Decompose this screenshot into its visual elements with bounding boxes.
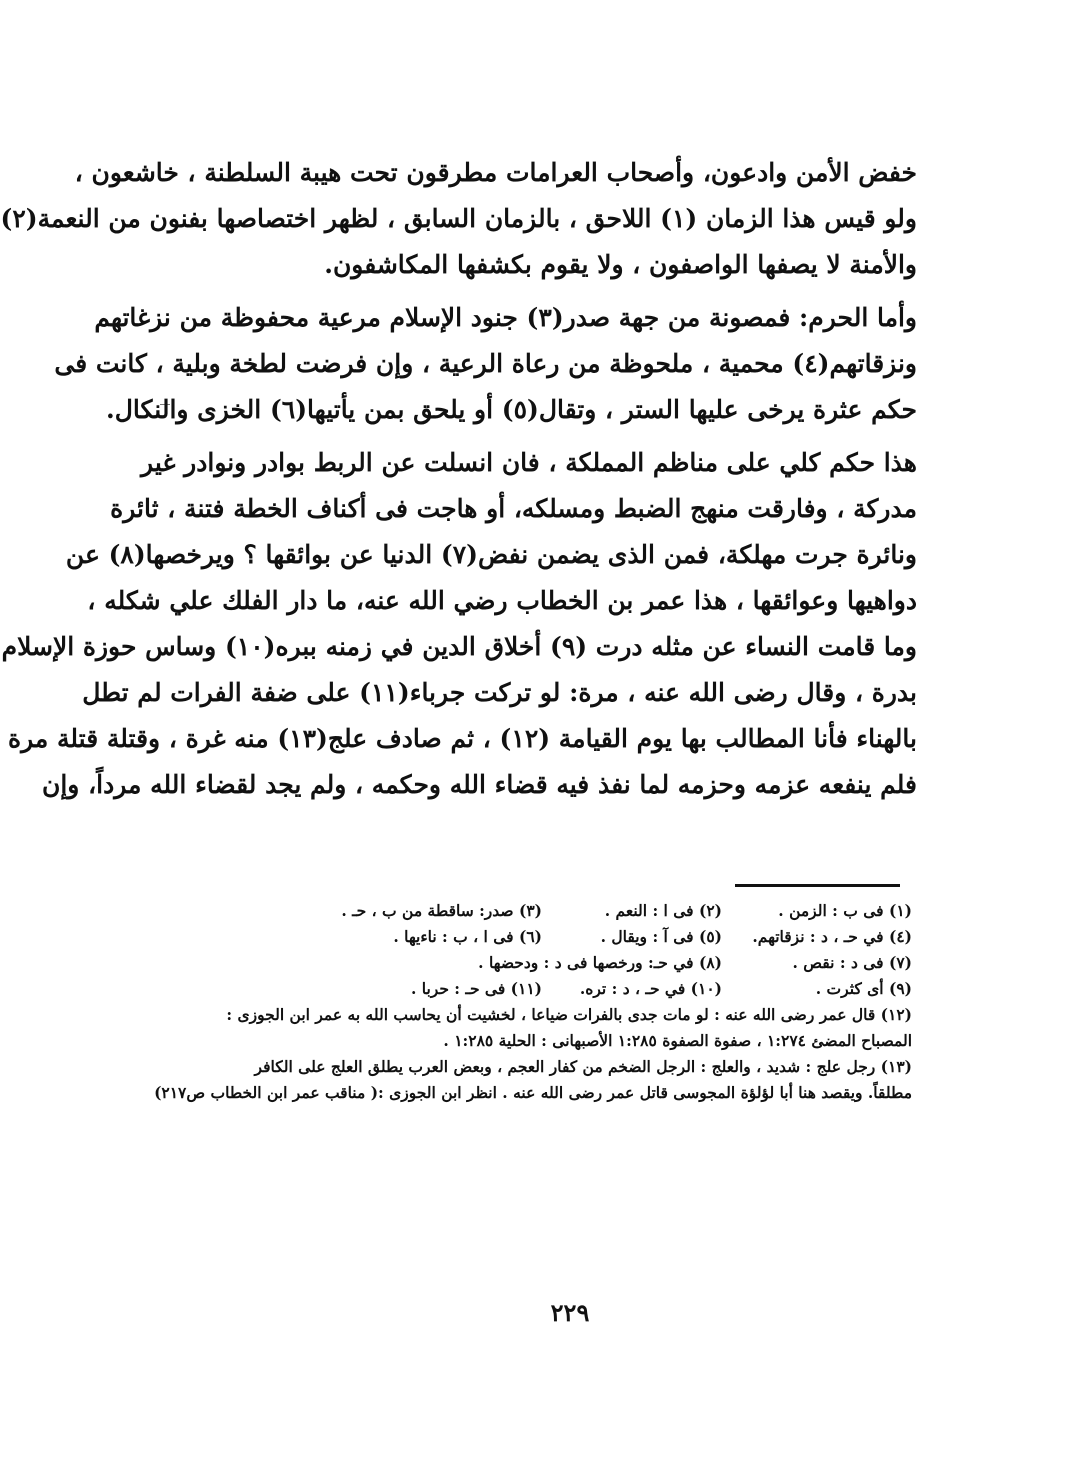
footnote-row [202,898,912,924]
body-line: والأمنة لا يصفها الواصفون ، ولا يقوم بكشفها المكاشفون. [324,250,917,279]
footnote-13: (١٣) رجل علج : شديد ، والعلج : الرجل الضخم من كفار العجم ، وبعض العرب يطلق العلج على الكافر [254,1057,912,1076]
body-line: مدركة ، وفارقت منهج الضبط ومسلكه، أو هاجت فى أكناف الخطة فتنة ، ثائرة [110,494,917,523]
footnote-12: (١٢) قال عمر رضى الله عنه : لو مات جدى بالفرات ضياعا ، لخشيت أن يحاسب الله به عمر ابن الجوزى : [226,1005,912,1024]
footnote: (٤) في حـ ، د : نزقاتهم. [752,927,912,946]
body-line: خفض الأمن وادعون، وأصحاب العرامات مطرقون تحت هيبة السلطنة ، خاشعون ، [74,158,917,187]
footnote: (٧) فى د : نقص . [792,953,912,972]
footnote-row [202,976,912,1002]
footnote: (١٠) في حـ ، د : تره. [579,979,722,998]
footnote-12-continued: المصباح المضئ ١:٢٧٤ ، صفوة الصفوة ١:٢٨٥ الأصبهانى : الحلية ١:٢٨٥ . [443,1031,912,1050]
footnote: (١) فى ب : الزمن . [778,901,912,920]
body-line: ونزقاتهم(٤) محمية ، ملحوظة من رعاة الرعية ، وإن فرضت لطخة وبلية ، كانت فى [54,349,917,378]
body-line: بدرة ، وقال رضى الله عنه ، مرة: لو تركت جرباء(١١) على ضفة الفرات لم تطل [82,678,917,707]
footnote: (٢) فى ا : النعم . [604,901,722,920]
footnote: (٨) في حـ: ورخصها فى د : ودحضها . [478,953,722,972]
page-number: ٢٢٩ [550,1298,590,1327]
footnote: (٦) فى ا ، ب : ناءيها . [393,927,542,946]
body-line: بالهناء فأنا المطالب بها يوم القيامة (١٢) ، ثم صادف علج(١٣) منه غرة ، وقتلة قتلة مرة [8,724,917,753]
footnotes-block [154,898,912,1106]
body-line: فلم ينفعه عزمه وحزمه لما نفذ فيه قضاء الله وحكمه ، ولم يجد لقضاء الله مرداً، وإن [42,770,917,799]
footnote-row [202,924,912,950]
body-line: هذا حكم كلي على مناظم المملكة ، فان انسلت عن الربط بوادر ونوادر غير [141,448,917,477]
footnote-row [202,950,912,976]
body-line: وما قامت النساء عن مثله درت (٩) أخلاق الدين في زمنه ببره(١٠) وساس حوزة الإسلام [1,632,917,661]
main-text-block [0,150,917,808]
footnote: (١١) فى حـ : حربا . [410,979,542,998]
body-line: حكم عثرة يرخى عليها الستر ، وتقال(٥) أو يلحق بمن يأتيها(٦) الخزى والنكال. [106,395,917,424]
footnote: (٩) أى كثرت . [815,979,912,998]
body-line: ونائرة جرت مهلكة، فمن الذى يضمن نفض(٧) الدنيا عن بوائقها ؟ ويرخصها(٨) عن [65,540,917,569]
footnote: (٥) فى آ : ويقال . [600,927,722,946]
footnote: (٣) صدر: ساقطة من ب ، حـ . [341,901,542,920]
footnote-13-continued: مطلقاً. ويقصد هنا أبا لؤلؤة المجوسى قاتل عمر رضى الله عنه . انظر ابن الجوزى :( مناقب عمر ابن الخطاب ص٢١٧) [154,1083,912,1102]
body-line: ولو قيس هذا الزمان (١) اللاحق ، بالزمان السابق ، لظهر اختصاصها بفنون من النعمة(٢) [0,204,917,233]
body-line: دواهيها وعوائقها ، هذا عمر بن الخطاب رضي الله عنه، ما دار الفلك علي شكله ، [87,586,917,615]
body-line: وأما الحرم: فمصونة من جهة صدر(٣) جنود الإسلام مرعية محفوظة من نزغاتهم [94,303,917,332]
footnote-separator [735,884,900,887]
